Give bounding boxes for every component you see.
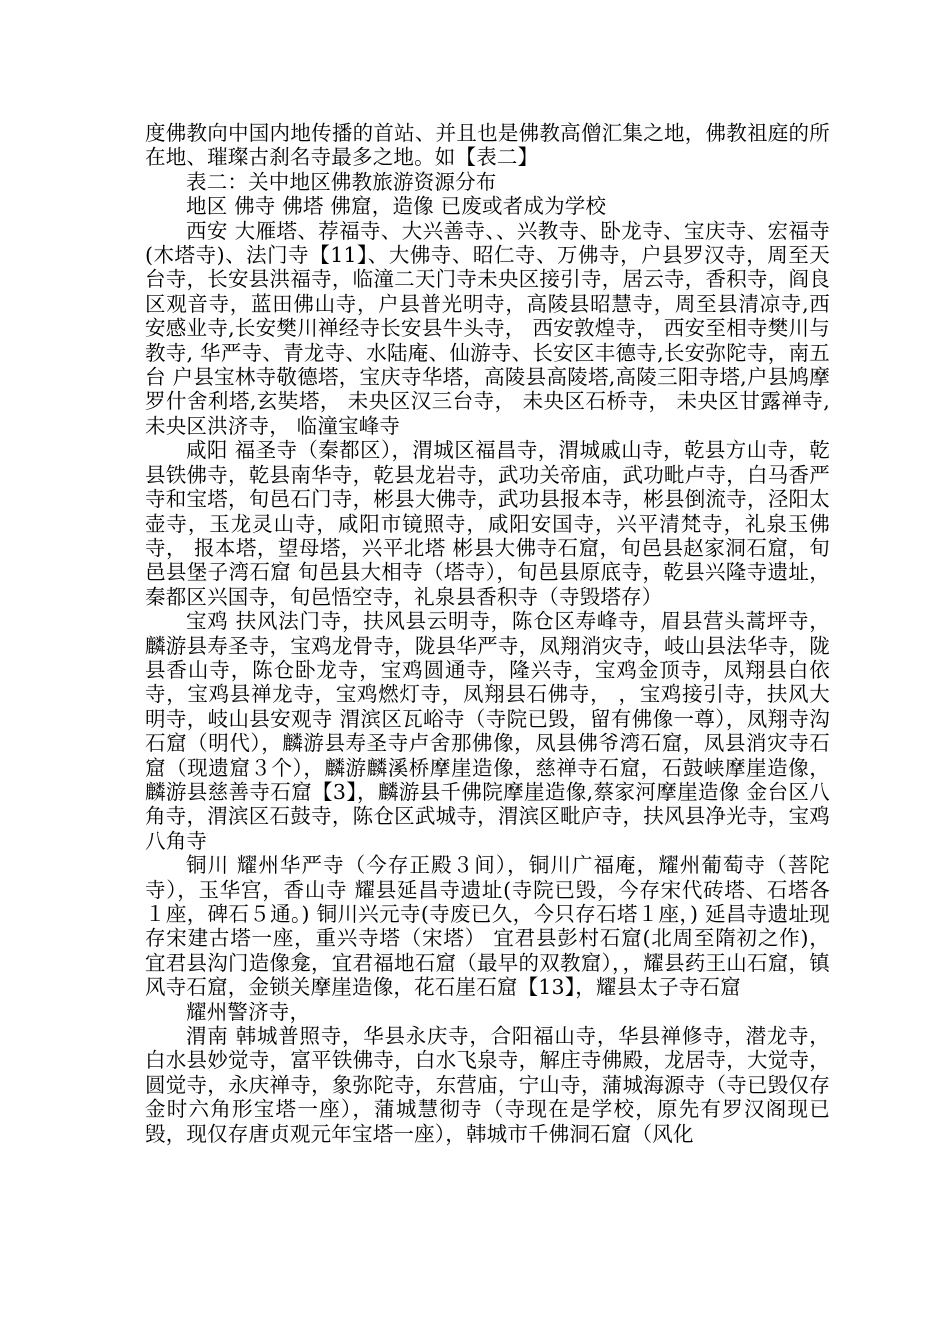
yaozhou-line: 耀州警济寺，	[186, 999, 311, 1024]
region-baoji-paragraph: 宝鸡 扶风法门寺，扶风县云明寺，陈仓区寿峰寺，眉县营头蒿坪寺，麟游县寿圣寺，宝鸡龙骨寺，陇县华严寺，凤翔消灾寺，岐山县法华寺，陇县香山寺，陈仓卧龙寺，宝鸡圆通寺，隆兴寺，宝鸡金顶寺，凤翔县白依寺，宝鸡县禅龙寺，宝鸡燃灯寺，凤翔县石佛寺， ，宝鸡接引寺，扶风大明寺，岐山县安观寺 渭滨区瓦峪寺（寺院已毁，留有佛像一尊），凤翔寺沟石窟（明代），麟游县寿圣寺卢舍那佛像，凤县佛爷湾石窟，凤县消灾寺石窟（现遗窟３个），麟游麟溪桥摩崖造像，慈禅寺石窟，石鼓峡摩崖造像，麟游县慈善寺石窟【3】，麟游县千佛院摩崖造像,蔡家河摩崖造像 金台区八角寺，渭滨区石鼓寺，陈仓区武城寺，渭滨区毗庐寺，扶风县净光寺，宝鸡八角寺	[145, 609, 830, 853]
region-tongchuan-paragraph: 铜川 耀州华严寺（今存正殿３间），铜川广福庵，耀州葡萄寺（菩陀寺），玉华宫，香山寺 耀县延昌寺遗址(寺院已毁，今存宋代砖塔、石塔各１座，碑石５通。) 铜川兴元寺(寺废已久，今只存石塔１座，) 延昌寺遗址现存宋建古塔一座，重兴寺塔（宋塔） 宜君县彭村石窟(北周至隋初之作)，宜君县沟门造像龛，宜君福地石窟（最早的双教窟），，耀县药王山石窟，镇风寺石窟，金锁关摩崖造像，花石崖石窟【13】，耀县太子寺石窟	[145, 853, 830, 1000]
table-title: 表二：关中地区佛教旅游资源分布	[186, 169, 497, 194]
region-xianyang-paragraph: 咸阳 福圣寺（秦都区），渭城区福昌寺，渭城戚山寺，乾县方山寺，乾县铁佛寺，乾县南华寺，乾县龙岩寺，武功关帝庙，武功毗卢寺，白马香严寺和宝塔，旬邑石门寺，彬县大佛寺，武功县报本寺，彬县倒流寺，泾阳太壶寺，玉龙灵山寺，咸阳市镜照寺，咸阳安国寺，兴平清梵寺，礼泉玉佛寺， 报本塔，望母塔，兴平北塔 彬县大佛寺石窟，旬邑县赵家洞石窟，旬邑县堡子湾石窟 旬邑县大相寺（塔寺），旬邑县原底寺，乾县兴隆寺遗址，秦都区兴国寺，旬邑悟空寺，礼泉县香积寺（寺毁塔存）	[145, 438, 830, 609]
document-page	[145, 121, 830, 1146]
region-weinan-paragraph: 渭南 韩城普照寺，华县永庆寺，合阳福山寺，华县禅修寺，潜龙寺，白水县妙觉寺，富平铁佛寺，白水飞泉寺，解庄寺佛殿，龙居寺，大觉寺，圆觉寺，永庆禅寺，象弥陀寺，东营庙，宁山寺，蒲城海源寺（寺已毁仅存金时六角形宝塔一座），蒲城慧彻寺（寺现在是学校，原先有罗汉阁现已毁，现仅存唐贞观元年宝塔一座），韩城市千佛洞石窟（风化	[145, 1024, 830, 1146]
region-xian-paragraph: 西安 大雁塔、荐福寺、大兴善寺、、兴教寺、卧龙寺、宝庆寺、宏福寺(木塔寺)、法门寺【11】、大佛寺、昭仁寺、万佛寺，户县罗汉寺，周至天台寺，长安县洪福寺，临潼二天门寺未央区接引寺，居云寺，香积寺，阎良区观音寺，蓝田佛山寺，户县普光明寺，高陵县昭慧寺，周至县清凉寺,西安感业寺,长安樊川禅经寺长安县牛头寺， 西安敦煌寺， 西安至相寺樊川与教寺, 华严寺、青龙寺、水陆庵、仙游寺、长安区丰德寺,长安弥陀寺，南五台 户县宝林寺敬德塔，宝庆寺华塔，高陵县高陵塔,高陵三阳寺塔,户县鸠摩罗什舍利塔,玄奘塔， 未央区汉三台寺， 未央区石桥寺， 未央区甘露禅寺,未央区洪济寺， 临潼宝峰寺	[145, 218, 830, 438]
intro-paragraph: 度佛教向中国内地传播的首站、并且也是佛教高僧汇集之地，佛教祖庭的所在地、璀璨古刹名寺最多之地。如【表二】	[145, 121, 830, 170]
table-header-row: 地区 佛寺 佛塔 佛窟，造像 已废或者成为学校	[186, 194, 607, 219]
